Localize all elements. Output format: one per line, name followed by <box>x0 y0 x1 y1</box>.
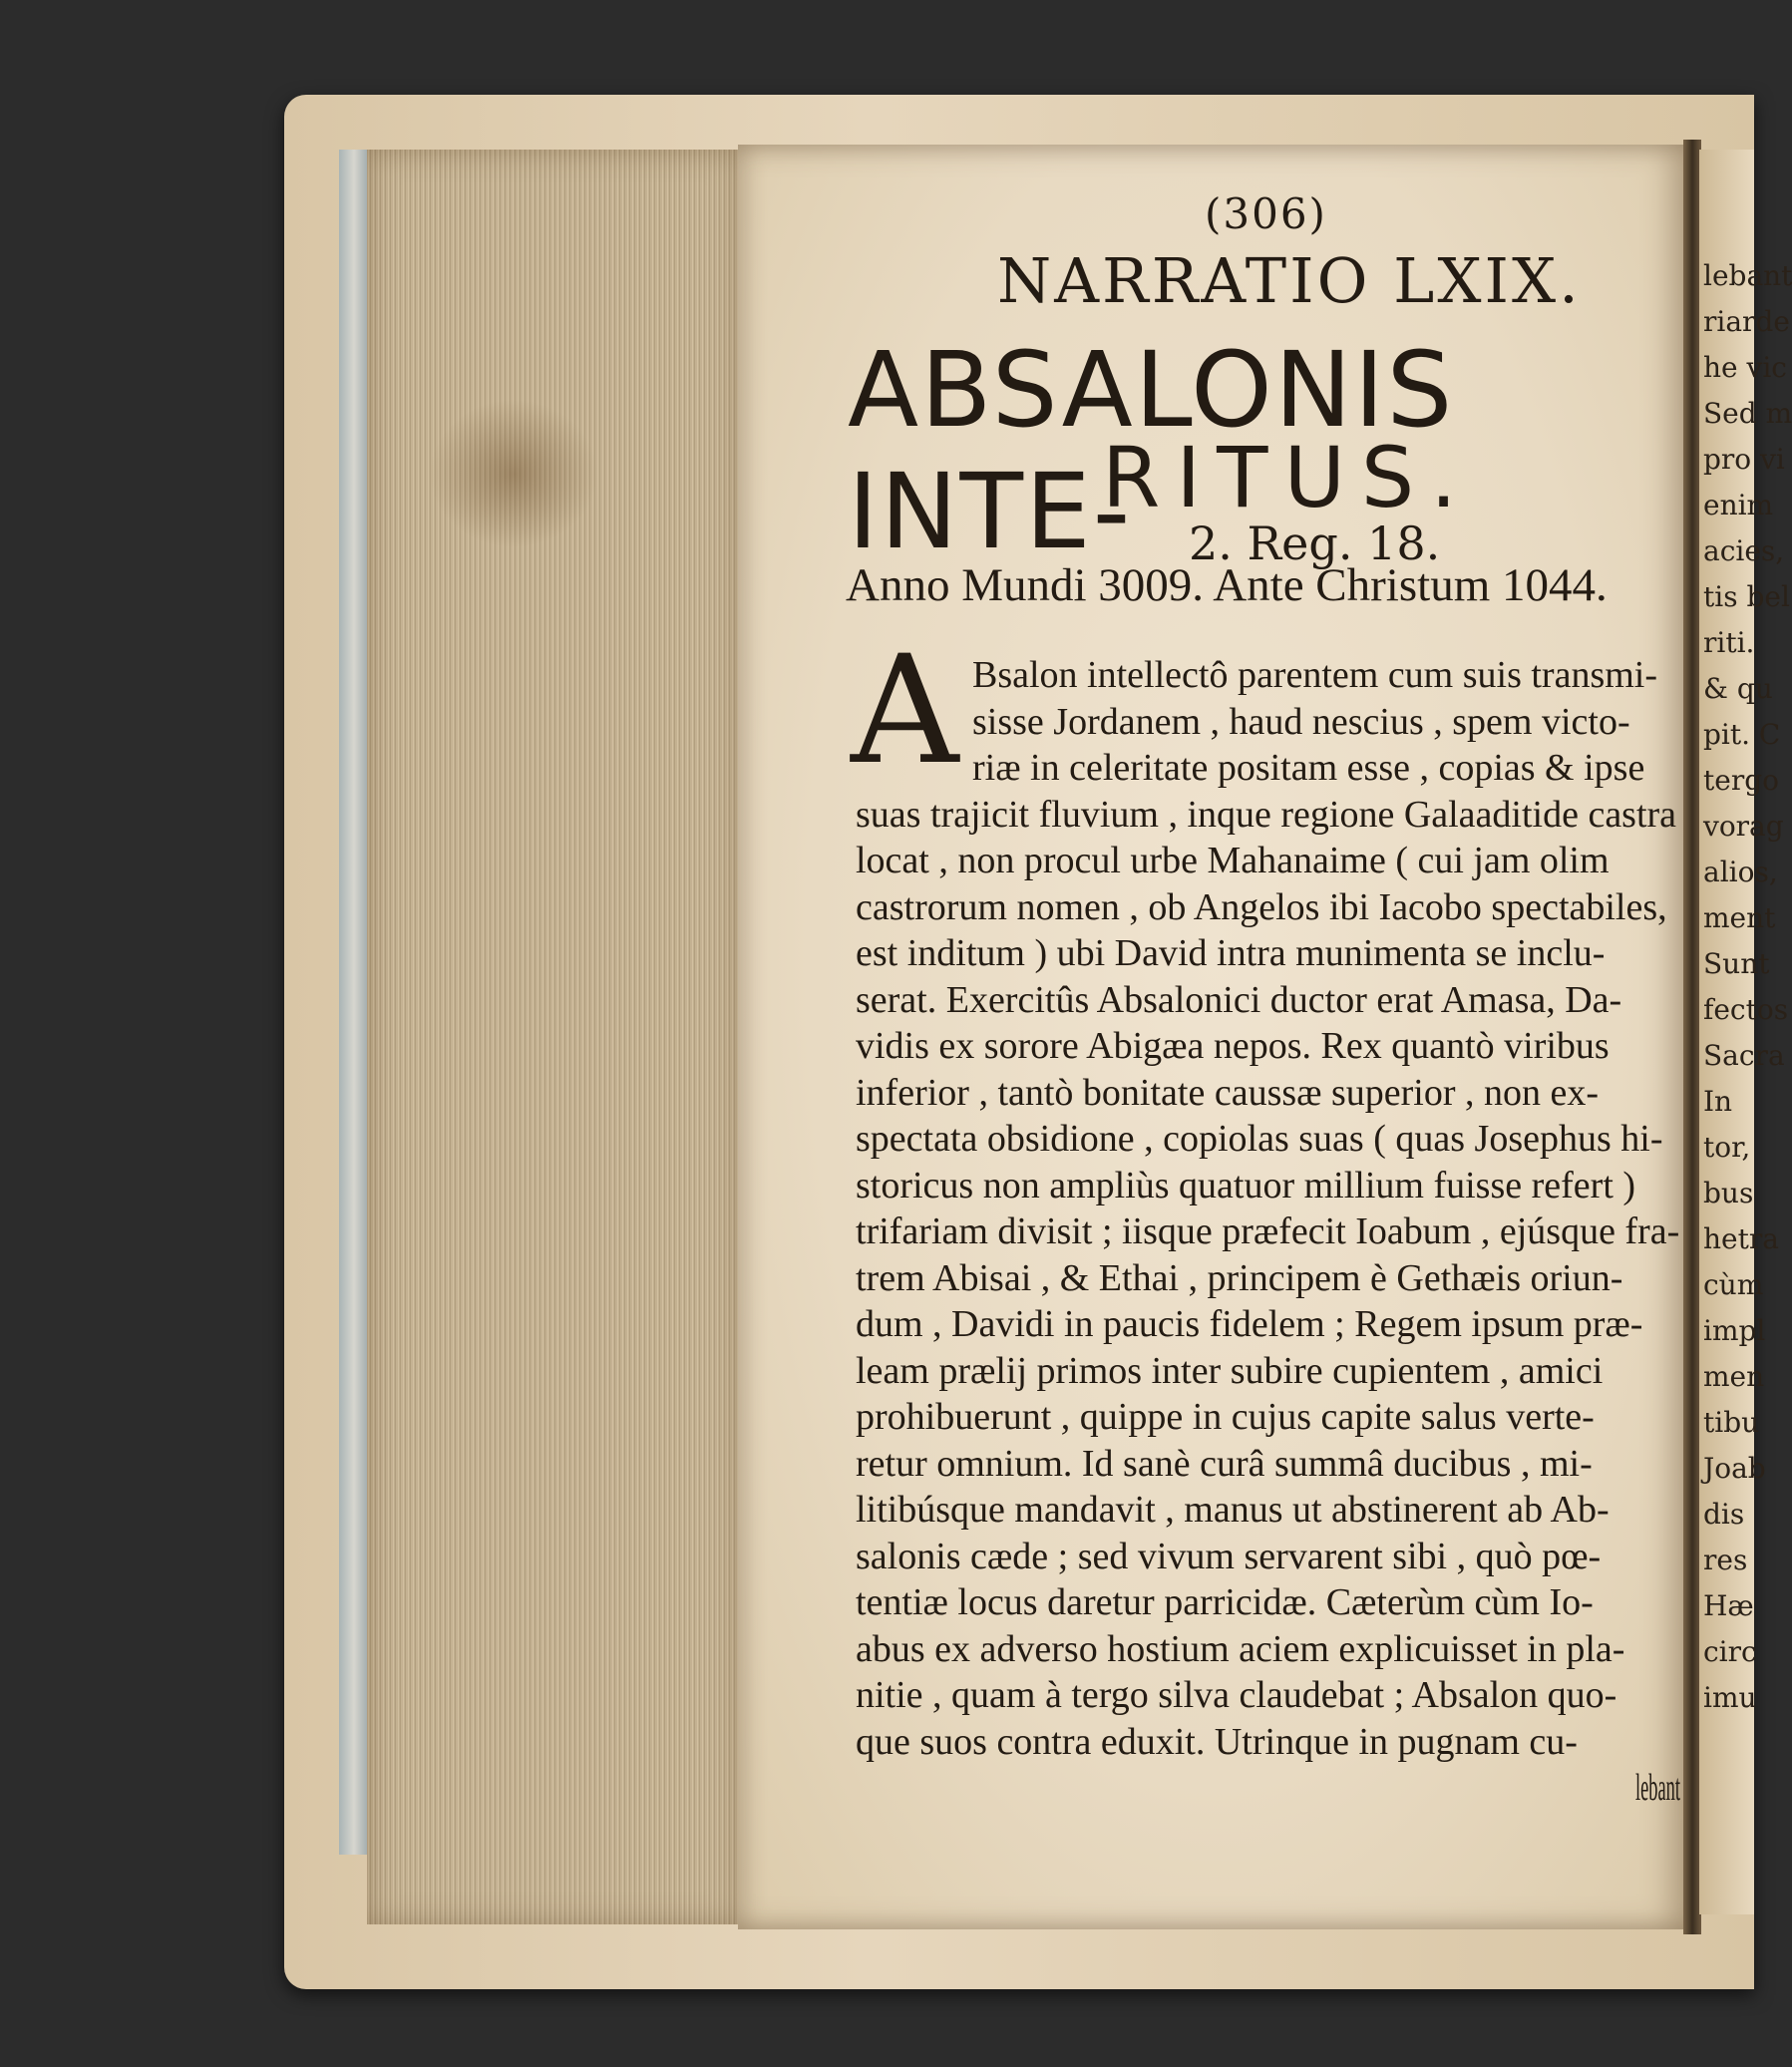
text-line: spectata obsidione , copiolas suas ( quas Josephus hi- <box>856 1118 1663 1160</box>
text-line: sisse Jordanem , haud nescius , spem victo- <box>972 700 1630 743</box>
facing-text-fragment: Sunt <box>1703 947 1770 980</box>
text-line: retur omnium. Id sanè curâ summâ ducibus , mi- <box>856 1442 1593 1485</box>
text-line: storicus non ampliùs quatuor millium fuisse refert ) <box>856 1164 1636 1206</box>
facing-text-fragment: cùm <box>1703 1268 1764 1301</box>
facing-text-fragment: he vic <box>1703 351 1787 384</box>
text-line: lebant <box>1635 1767 1680 1809</box>
text-line: que suos contra eduxit. Utrinque in pugnam cu- <box>856 1720 1578 1763</box>
text-line: tentiæ locus daretur parricidæ. Cæterùm cùm Io- <box>856 1581 1594 1623</box>
text-line: trem Abisai , & Ethai , principem è Gethæis oriun- <box>856 1256 1623 1299</box>
facing-text-fragment: circ <box>1703 1635 1757 1668</box>
facing-text-fragment: vorag <box>1703 810 1784 843</box>
facing-text-fragment: tor, <box>1703 1131 1751 1164</box>
facing-text-fragment: alios, <box>1703 856 1778 888</box>
date-line: Anno Mundi 3009. Ante Christum 1044. <box>846 559 1608 611</box>
text-line: litibúsque mandavit , manus ut abstinerent ab Ab- <box>856 1489 1610 1531</box>
text-line: est inditum ) ubi David intra munimenta se inclu- <box>856 932 1606 974</box>
facing-text-fragment: Joab <box>1703 1452 1766 1485</box>
text-line: dum , Davidi in paucis fidelem ; Regem ipsum præ- <box>856 1303 1643 1345</box>
narratio-heading: NARRATIO LXIX. <box>997 244 1582 317</box>
text-line: Bsalon intellectô parentem cum suis transmi- <box>972 654 1658 696</box>
book-spine-edge <box>339 150 369 1855</box>
text-line: prohibuerunt , quippe in cujus capite salus verte- <box>856 1396 1595 1438</box>
text-line: inferior , tantò bonitate caussæ superior , non ex- <box>856 1071 1600 1114</box>
facing-page <box>1699 150 1792 1914</box>
facing-text-fragment: Sed m <box>1703 397 1792 430</box>
text-line: leam prælij primos inter subire cupientem , amici <box>856 1349 1604 1392</box>
facing-text-fragment: In <box>1703 1085 1733 1118</box>
facing-text-fragment: dis <box>1703 1498 1745 1531</box>
facing-text-fragment: imu <box>1703 1681 1757 1714</box>
text-line: salonis cæde ; sed vivum servarent sibi , quò pœ- <box>856 1535 1602 1577</box>
facing-text-fragment: riarde <box>1703 305 1790 338</box>
text-line: nitie , quam à tergo silva claudebat ; Absalon quo- <box>856 1674 1617 1716</box>
facing-text-fragment: ment <box>1703 901 1776 934</box>
facing-text-fragment: bus <box>1703 1177 1754 1209</box>
facing-text-fragment: Sacra <box>1703 1039 1785 1072</box>
text-line: riæ in celeritate positam esse , copias & ipse <box>972 747 1645 789</box>
text-line: abus ex adverso hostium aciem explicuisset in pla- <box>856 1627 1625 1670</box>
facing-text-fragment: pit. C <box>1703 718 1781 751</box>
text-line: suas trajicit fluvium , inque regione Galaaditide castra <box>856 793 1677 836</box>
facing-text-fragment: lebant <box>1703 259 1792 292</box>
facing-text-fragment: tergo <box>1703 764 1779 797</box>
facing-text-fragment: Hæ <box>1703 1589 1754 1622</box>
facing-text-fragment: hetra <box>1703 1222 1779 1255</box>
facing-text-fragment: impl <box>1703 1314 1766 1347</box>
facing-text-fragment: pro vi <box>1703 443 1785 476</box>
water-stain <box>429 399 598 548</box>
facing-text-fragment: fectos <box>1703 993 1789 1026</box>
scripture-reference: 2. Reg. 18. <box>1189 517 1441 570</box>
facing-text-fragment: riti. <box>1703 626 1755 659</box>
text-line: serat. Exercitûs Absalonici ductor erat Amasa, Da- <box>856 978 1622 1021</box>
text-line: vidis ex sorore Abigæa nepos. Rex quantò viribus <box>856 1025 1610 1067</box>
title-line-2: RITUS. <box>1102 429 1473 526</box>
page-number: (306) <box>1205 189 1327 238</box>
facing-text-fragment: enim <box>1703 489 1774 521</box>
facing-text-fragment: & qu <box>1703 672 1773 705</box>
facing-text-fragment: res <box>1703 1544 1748 1576</box>
text-line: locat , non procul urbe Mahanaime ( cui jam olim <box>856 840 1610 881</box>
facing-text-fragment: men <box>1703 1360 1765 1393</box>
drop-cap: A <box>851 624 959 798</box>
facing-text-fragment: tibu <box>1703 1406 1760 1439</box>
title-line-1: ABSALONIS INTE- <box>848 329 1455 572</box>
text-line: trifariam divisit ; iisque præfecit Ioabum , ejúsque fra- <box>856 1210 1680 1252</box>
text-line: castrorum nomen , ob Angelos ibi Iacobo spectabiles, <box>856 885 1667 928</box>
facing-text-fragment: acies, <box>1703 534 1785 567</box>
facing-text-fragment: tis bel <box>1703 580 1790 613</box>
